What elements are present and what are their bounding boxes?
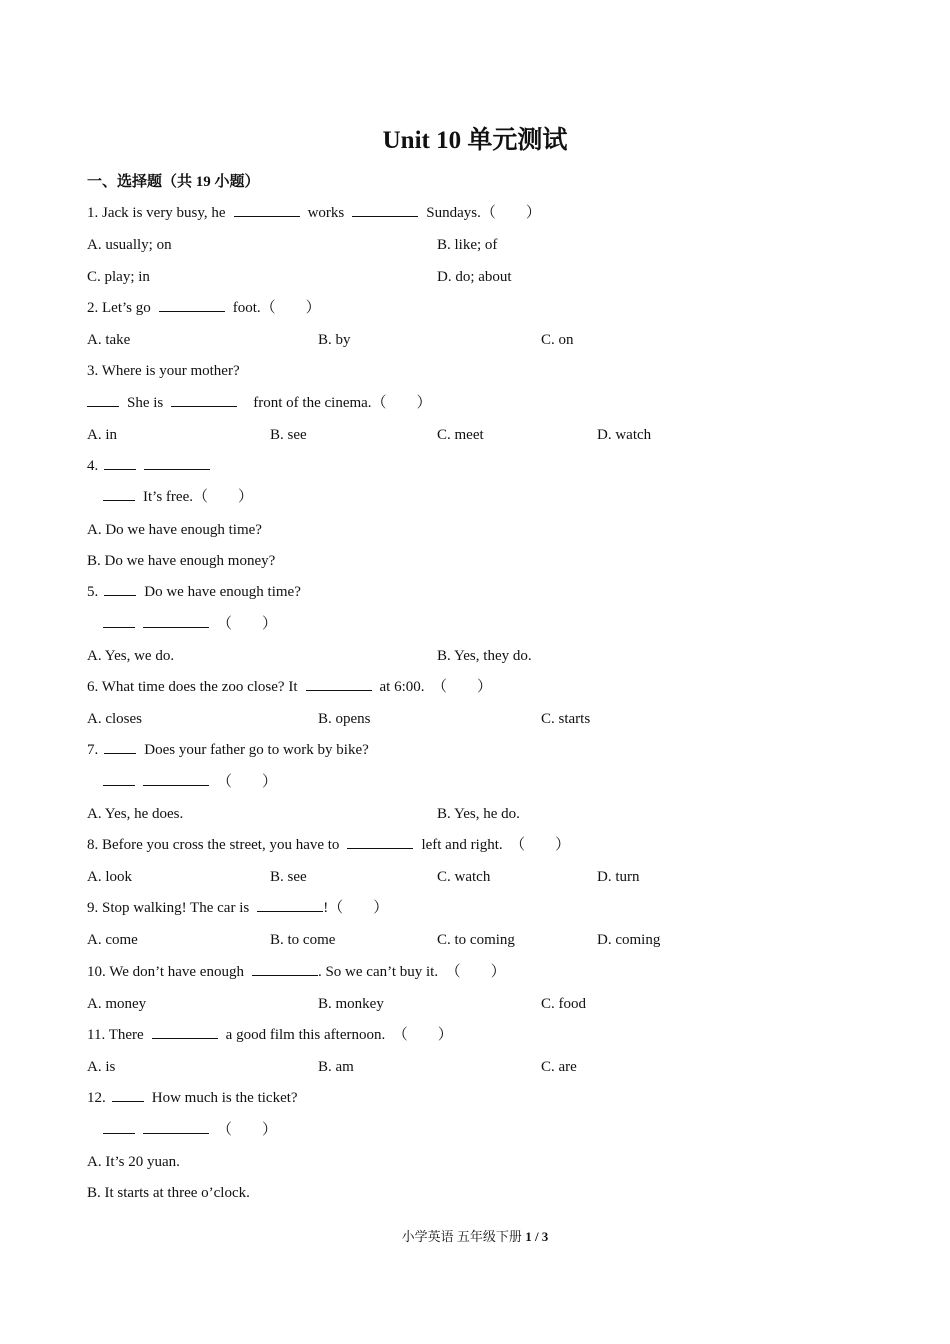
question-6: 6. What time does the zoo close? It at 6:00. （ ） — [87, 676, 492, 698]
question-11: 11. There a good film this afternoon. （ ） — [87, 1024, 453, 1046]
answer-blank — [252, 961, 318, 976]
option: A. look — [87, 869, 132, 885]
option: A. Do we have enough time? — [87, 522, 262, 538]
answer-blank — [171, 392, 237, 407]
answer-blank — [143, 613, 209, 628]
question-12-answer-line: （ ） — [103, 1119, 277, 1141]
option: A. It’s 20 yuan. — [87, 1154, 180, 1170]
answer-blank — [152, 1024, 218, 1039]
answer-blank — [234, 202, 300, 217]
option: A. Yes, he does. — [87, 806, 184, 822]
option: B. opens — [318, 711, 371, 727]
section-heading: 一、选择题（共 19 小题） — [87, 174, 260, 190]
answer-blank — [347, 834, 413, 849]
dialogue-dash — [103, 1124, 135, 1134]
footer-subject: 小学英语 五年级下册 — [401, 1229, 522, 1244]
option: C. play; in — [87, 269, 150, 285]
option: A. usually; on — [87, 237, 172, 253]
option: B. by — [318, 332, 351, 348]
answer-blank — [159, 297, 225, 312]
dialogue-dash — [104, 744, 136, 754]
question-9: 9. Stop walking! The car is !（ ） — [87, 897, 388, 919]
option: D. coming — [597, 932, 661, 948]
option: B. Yes, he do. — [437, 806, 520, 822]
question-12: 12. How much is the ticket? — [87, 1090, 298, 1106]
option: C. on — [541, 332, 574, 348]
question-4: 4. — [87, 455, 218, 477]
option: B. monkey — [318, 996, 384, 1012]
option: B. like; of — [437, 237, 498, 253]
answer-blank — [306, 676, 372, 691]
option: C. meet — [437, 427, 484, 443]
option: B. It starts at three o’clock. — [87, 1185, 250, 1201]
dialogue-dash — [103, 618, 135, 628]
question-7-answer-line: （ ） — [103, 771, 277, 793]
answer-blank — [352, 202, 418, 217]
option: B. to come — [270, 932, 336, 948]
page-number: 1 / 3 — [525, 1229, 549, 1244]
question-4-answer-line: It’s free.（ ） — [103, 486, 253, 508]
option: B. Yes, they do. — [437, 648, 532, 664]
option: A. money — [87, 996, 147, 1012]
dialogue-dash — [112, 1092, 144, 1102]
option: A. take — [87, 332, 131, 348]
dialogue-dash — [87, 397, 119, 407]
answer-blank — [144, 455, 210, 470]
question-10: 10. We don’t have enough . So we can’t buy it. （ ） — [87, 961, 506, 983]
option: A. closes — [87, 711, 142, 727]
dialogue-dash — [103, 491, 135, 501]
option: B. am — [318, 1059, 354, 1075]
answer-blank — [143, 771, 209, 786]
answer-blank — [143, 1119, 209, 1134]
option: C. to coming — [437, 932, 515, 948]
option: B. Do we have enough money? — [87, 553, 276, 569]
answer-blank — [257, 897, 323, 912]
option: C. starts — [541, 711, 591, 727]
option: A. come — [87, 932, 138, 948]
option: B. see — [270, 869, 307, 885]
option: D. do; about — [437, 269, 512, 285]
question-3-answer-line: She is front of the cinema.（ ） — [87, 392, 432, 414]
question-3: 3. Where is your mother? — [87, 363, 240, 379]
option: D. watch — [597, 427, 652, 443]
page-footer — [0, 1227, 950, 1247]
option: A. in — [87, 427, 117, 443]
question-1: 1. Jack is very busy, he works Sundays.（ ） — [87, 202, 541, 224]
option: C. are — [541, 1059, 577, 1075]
page-title: Unit 10 单元测试 — [382, 127, 568, 154]
question-5: 5. Do we have enough time? — [87, 584, 301, 600]
question-7: 7. Does your father go to work by bike? — [87, 742, 369, 758]
question-2: 2. Let’s go foot.（ ） — [87, 297, 321, 319]
option: C. watch — [437, 869, 491, 885]
dialogue-dash — [103, 776, 135, 786]
option: A. Yes, we do. — [87, 648, 175, 664]
option: D. turn — [597, 869, 640, 885]
option: C. food — [541, 996, 586, 1012]
dialogue-dash — [104, 460, 136, 470]
dialogue-dash — [104, 586, 136, 596]
question-8: 8. Before you cross the street, you have to left and right. （ ） — [87, 834, 570, 856]
question-5-answer-line: （ ） — [103, 613, 277, 635]
option: A. is — [87, 1059, 116, 1075]
option: B. see — [270, 427, 307, 443]
